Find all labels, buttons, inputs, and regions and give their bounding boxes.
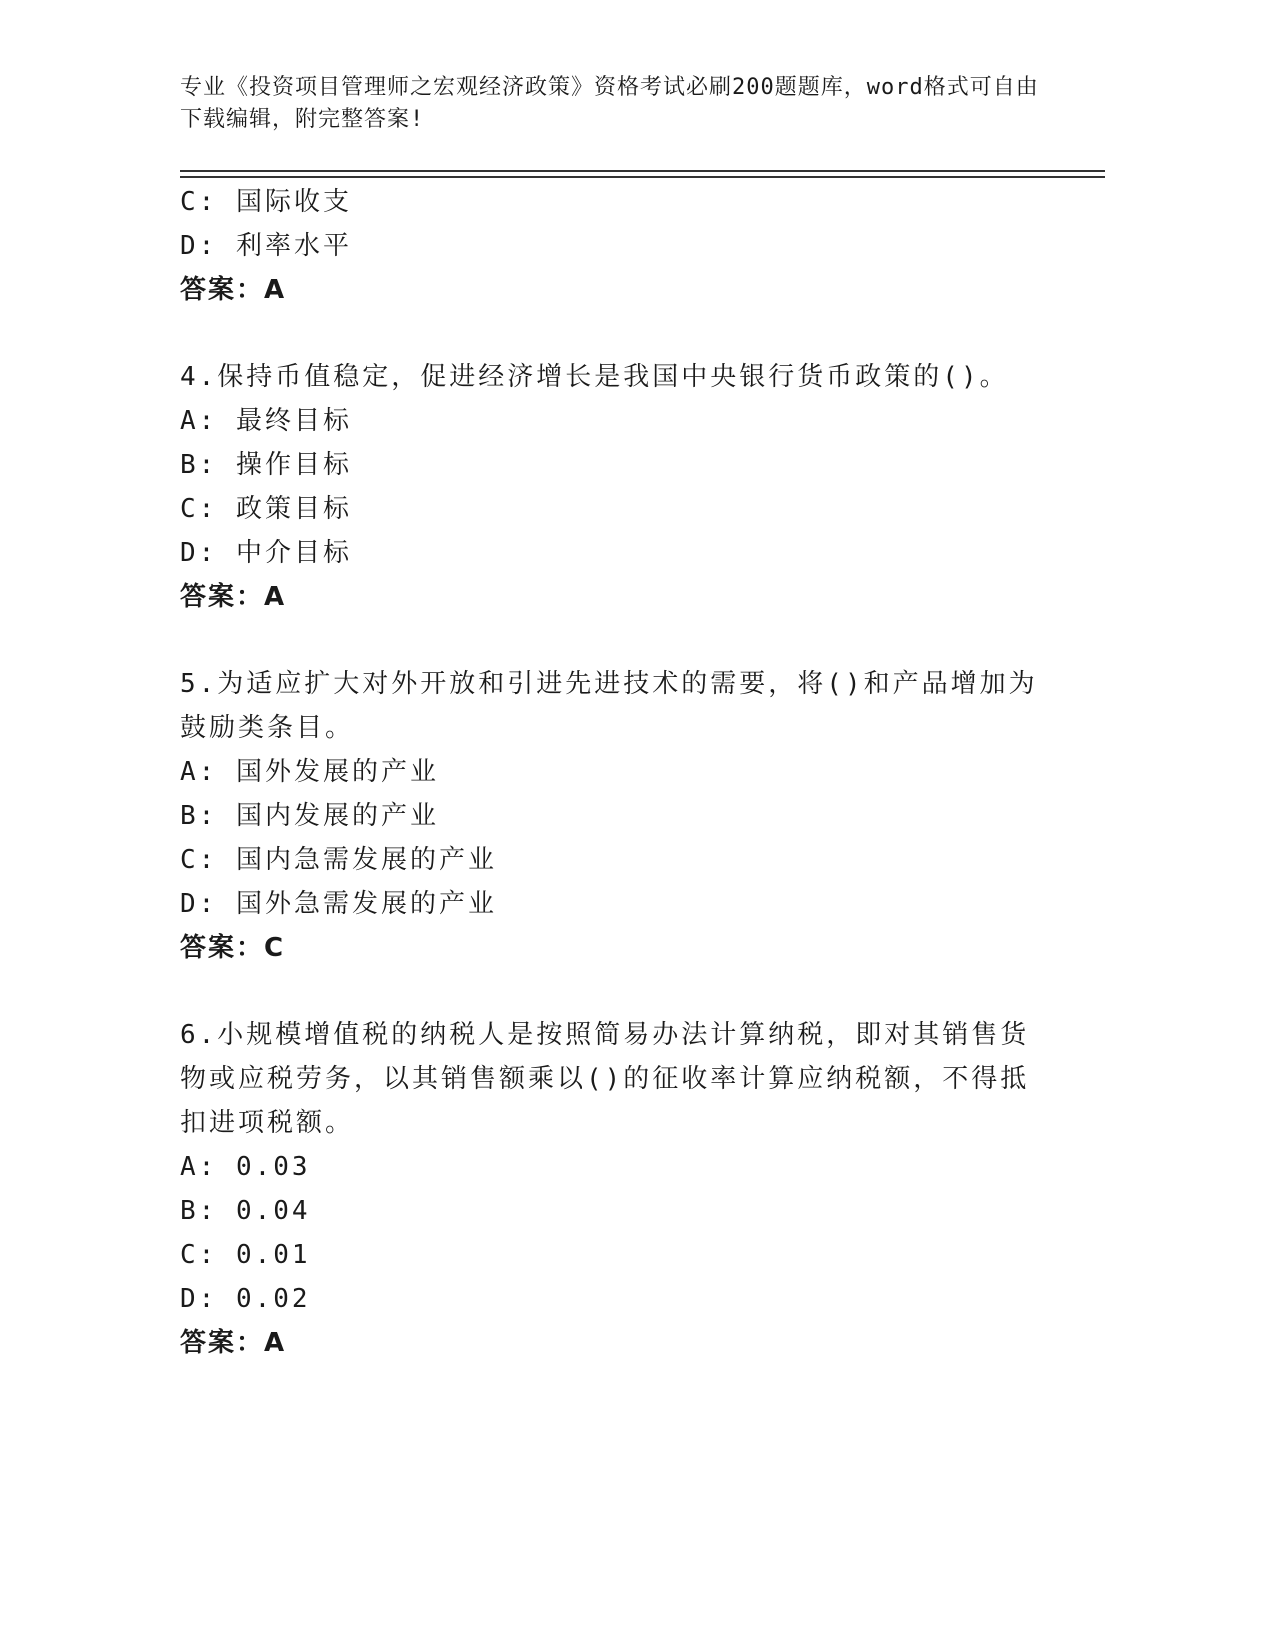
option-b: B: 国内发展的产业: [180, 801, 439, 831]
document-header: 专业《投资项目管理师之宏观经济政策》资格考试必刷200题题库，word格式可自由下载编辑，附完整答案!: [180, 75, 1039, 132]
option-b: B: 操作目标: [180, 450, 352, 480]
question-6: [180, 1013, 1040, 1365]
question-list: [180, 180, 1040, 1365]
option-a: A: 国外发展的产业: [180, 757, 439, 787]
answer: 答案：A: [180, 582, 287, 612]
spacer: [180, 970, 1040, 1013]
header-rule-top: [180, 170, 1105, 172]
option-c: C: 国际收支: [180, 187, 352, 217]
question-5: [180, 662, 1040, 970]
question-stem: 6.小规模增值税的纳税人是按照简易办法计算纳税，即对其销售货物或应税劳务，以其销售额乘以()的征收率计算应纳税额，不得抵扣进项税额。: [180, 1020, 1030, 1138]
question-4: [180, 355, 1040, 619]
header-rule-bottom: [180, 176, 1105, 178]
option-a: A: 最终目标: [180, 406, 352, 436]
option-d: D: 利率水平: [180, 231, 352, 261]
option-c: C: 0.01: [180, 1240, 311, 1270]
option-a: A: 0.03: [180, 1152, 311, 1182]
spacer: [180, 312, 1040, 355]
answer: 答案：C: [180, 933, 286, 963]
option-d: D: 国外急需发展的产业: [180, 889, 497, 919]
option-c: C: 政策目标: [180, 494, 352, 524]
question-stem: 5.为适应扩大对外开放和引进先进技术的需要，将()和产品增加为鼓励类条目。: [180, 669, 1038, 743]
option-d: D: 0.02: [180, 1284, 311, 1314]
option-b: B: 0.04: [180, 1196, 311, 1226]
option-c: C: 国内急需发展的产业: [180, 845, 497, 875]
question-3-continuation: [180, 180, 1040, 312]
spacer: [180, 619, 1040, 662]
question-stem: 4.保持币值稳定，促进经济增长是我国中央银行货币政策的()。: [180, 362, 1009, 392]
answer: 答案：A: [180, 275, 287, 305]
answer: 答案：A: [180, 1328, 287, 1358]
option-d: D: 中介目标: [180, 538, 352, 568]
